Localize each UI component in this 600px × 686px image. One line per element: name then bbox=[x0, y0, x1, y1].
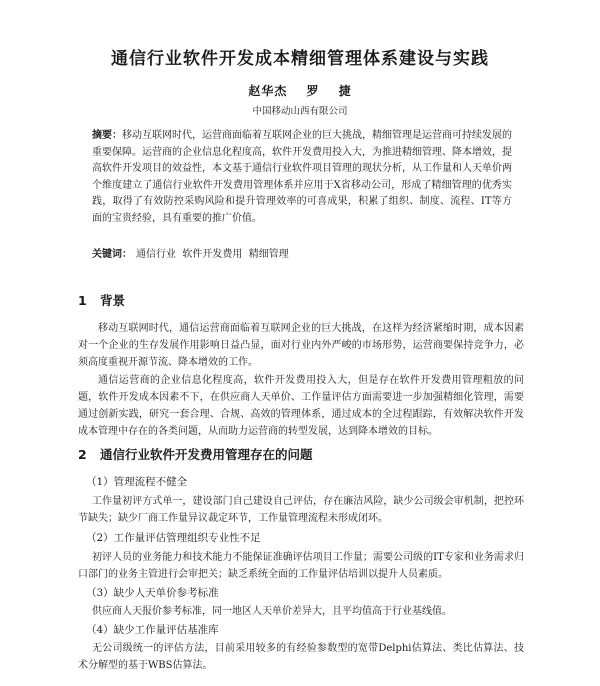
section-number: 2 bbox=[78, 447, 87, 462]
section-heading-1 bbox=[78, 291, 125, 309]
subsection-4-text: 无公司级统一的评估方法，目前采用较多的有经验参数型的宽带Delphi估算法、类比估算法、技术分解型的基于WBS估算法。 bbox=[78, 643, 524, 671]
subsection-heading-1: （1）管理流程不健全 bbox=[86, 476, 188, 488]
keywords bbox=[92, 245, 512, 260]
keywords-text: 通信行业 软件开发费用 精细管理 bbox=[136, 249, 289, 260]
subsection-heading-3: （3）缺少人天单价参考标准 bbox=[86, 587, 219, 599]
subsection-3-text: 供应商人天报价参考标准，同一地区人天单价差异大，且平均值高于行业基线值。 bbox=[92, 606, 452, 617]
keywords-label: 关键词： bbox=[92, 249, 132, 260]
section-1-paragraph-1: 移动互联网时代，通信运营商面临着互联网企业的巨大挑战，在这样为经济紧缩时期，成本因素对一个企业的生存发展作用影响日益凸显，面对行业内外严峻的市场形势，运营商要保持竞争力，必须高度重视开源节流、降本增效的工作。 bbox=[78, 323, 524, 368]
section-1-paragraph-2: 通信运营商的企业信息化程度高，软件开发费用投入大，但是存在软件开发费用管理粗放的问题，软件开发成本因素不下，在供应商人天单价、工作量评估方面需要进一步加强精细化管理，需要通过创新实践，研究一套合理、合规、高效的管理体系，通过成本的全过程跟踪，有效解决软件开发成本管理中存在的各类问题，从而助力运营商的转型发展，达到降本增效的目标。 bbox=[78, 375, 524, 437]
section-title: 背景 bbox=[100, 293, 126, 308]
paper-authors: 赵华杰 罗 捷 bbox=[248, 84, 352, 98]
paper-affiliation: 中国移动山西有限公司 bbox=[252, 106, 348, 117]
section-heading-2 bbox=[78, 445, 313, 463]
abstract-label: 摘要： bbox=[92, 130, 122, 141]
subsection-heading-4: （4）缺少工作量评估基准库 bbox=[86, 624, 219, 636]
paper-title: 通信行业软件开发成本精细管理体系建设与实践 bbox=[111, 49, 489, 69]
abstract-text: 移动互联网时代，运营商面临着互联网企业的巨大挑战，精细管理是运营商可持续发展的重要保障。运营商的企业信息化程度高，软件开发费用投入大，为推进精细管理、降本增效，提高软件开发项目的效益性，本文基于通信行业软件项目管理的现状分析，从工作量和人天单价两个维度建立了通信行业软件开发费用管理体系并应用于X省移动公司，形成了精细管理的优秀实践，取得了有效防控采购风险和提升管理效率的可喜成果，积累了组织、制度、流程、IT等方面的宝贵经验，具有重要的推广价值。 bbox=[92, 130, 512, 224]
section-number: 1 bbox=[78, 293, 87, 308]
subsection-heading-2: （2）工作量评估管理组织专业性不足 bbox=[86, 532, 261, 544]
subsection-1-text: 工作量初评方式单一，建设部门自己建设自己评估，存在廉洁风险，缺少公司级会审机制，把控环节缺失；缺少厂商工作量异议裁定环节，工作量管理流程未形成闭环。 bbox=[78, 496, 524, 524]
subsection-2-text: 初评人员的业务能力和技术能力不能保证准确评估项目工作量；需要公司级的IT专家和业务需求归口部门的业务主管进行会审把关；缺乏系统全面的工作量评估培训以提升人员素质。 bbox=[78, 552, 524, 580]
abstract bbox=[92, 128, 512, 227]
section-title: 通信行业软件开发费用管理存在的问题 bbox=[100, 447, 313, 462]
